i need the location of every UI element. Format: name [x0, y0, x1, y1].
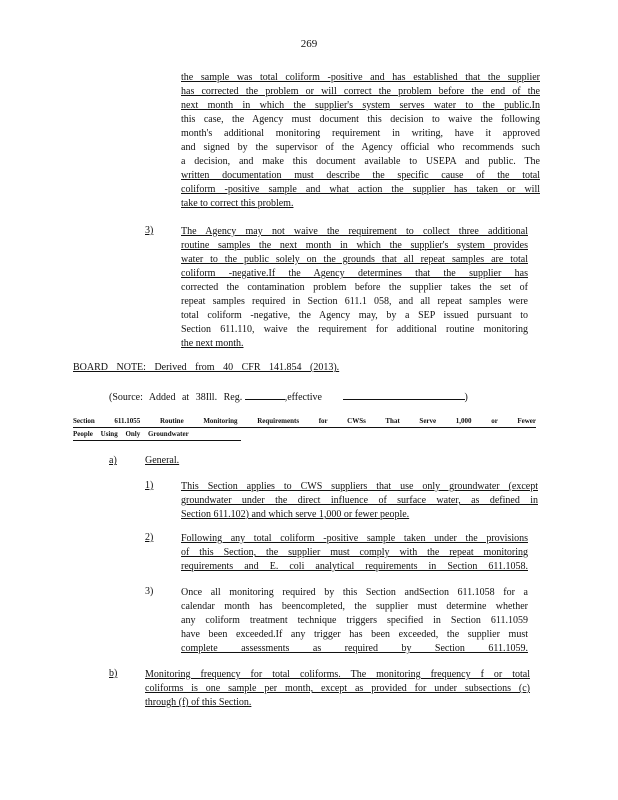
- paragraph-line: Once all monitoring required by this Section andSection 611.1058 for a: [181, 587, 528, 598]
- register-blank: [245, 389, 285, 400]
- paragraph-line: the next month.: [181, 338, 244, 349]
- source-line: [109, 389, 509, 405]
- page-number: 269: [300, 38, 318, 50]
- section-heading-line: People Using Only Groundwater: [73, 428, 241, 441]
- paragraph-line: have been exceeded.If any trigger has been exceeded, the supplier must: [181, 629, 528, 640]
- paragraph-line: repeat samples required in Section 611.1 058, and all repeat samples were: [181, 296, 528, 307]
- paragraph-line: water to the public solely on the grounds that all repeat samples are total: [181, 254, 528, 265]
- paragraph-line: corrected the contamination problem before the supplier takes the set of: [181, 282, 528, 293]
- paragraph-line: coliform -negative.If the Agency determines that the supplier has: [181, 268, 528, 279]
- subsection-label: b): [109, 668, 118, 679]
- paragraph-line: has corrected the problem or will correct the problem before the end of the: [181, 86, 540, 97]
- subsection-label: a): [109, 455, 117, 466]
- paragraph-line: Following any total coliform -positive sample taken under the provisions: [181, 533, 528, 544]
- paragraph-line: groundwater under the direct influence of surface water, as defined in: [181, 495, 538, 506]
- effective-date-blank: [343, 389, 465, 400]
- subsection-title: General.: [145, 455, 180, 466]
- paragraph-line: requirements and E. coli analytical requirements in Section 611.1058.: [181, 561, 528, 572]
- paragraph-line: and signed by the supervisor of the Agency official who recommends such: [181, 142, 540, 153]
- item-number: 3): [145, 586, 154, 597]
- board-note: BOARD NOTE: Derived from 40 CFR 141.854 (2013).: [73, 362, 340, 373]
- paragraph-line: a decision, and make this document available to USEPA and public. The: [181, 156, 540, 167]
- item-number: 2): [145, 532, 154, 543]
- source-suffix: ): [464, 392, 468, 403]
- source-prefix: (Source: Added at 38Ill. Reg.: [109, 392, 243, 403]
- item-3-paragraph: [181, 225, 528, 351]
- paragraph-line: through (f) of this Section.: [145, 697, 252, 708]
- item-a3-paragraph: [181, 586, 528, 656]
- item-a2-paragraph: [181, 532, 528, 574]
- subsection-b-paragraph: [145, 668, 530, 710]
- paragraph-line: total coliform -negative, the Agency may, by a SEP issued pursuant to: [181, 310, 528, 321]
- item-number: 3): [145, 225, 154, 236]
- source-middle: ,effective: [284, 392, 322, 403]
- paragraph-line: next month in which the supplier's system serves water to the public.In: [181, 100, 540, 111]
- paragraph-line: This Section applies to CWS suppliers that use only groundwater (except: [181, 481, 538, 492]
- paragraph-line: calendar month has beencompleted, the supplier must determine whether: [181, 601, 528, 612]
- section-heading-line: Section 611.1055 Routine Monitoring Requirements for CWSs That Serve 1,000 or Fewer: [73, 415, 536, 428]
- paragraph-line: any coliform treatment technique triggers specified in Section 611.1059: [181, 615, 528, 626]
- paragraph-line: of this Section, the supplier must comply with the repeat monitoring: [181, 547, 528, 558]
- continuation-paragraph: [181, 71, 540, 211]
- paragraph-line: Monitoring frequency for total coliforms. The monitoring frequency f or total: [145, 669, 530, 680]
- paragraph-line: this case, the Agency must document this decision to waive the following: [181, 114, 540, 125]
- paragraph-line: coliforms is one sample per month, except as provided for under subsections (c): [145, 683, 530, 694]
- item-number: 1): [145, 480, 154, 491]
- item-a1-paragraph: [181, 480, 538, 522]
- paragraph-line: take to correct this problem.: [181, 198, 294, 209]
- paragraph-line: Section 611.102) and which serve 1,000 or fewer people.: [181, 509, 410, 520]
- paragraph-line: The Agency may not waive the requirement to collect three additional: [181, 226, 528, 237]
- paragraph-line: Section 611.110, waive the requirement for additional routine monitoring: [181, 324, 528, 335]
- paragraph-line: the sample was total coliform -positive and has established that the supplier: [181, 72, 540, 83]
- paragraph-line: month's additional monitoring requirement in writing, have it approved: [181, 128, 540, 139]
- paragraph-line: routine samples the next month in which the supplier's system provides: [181, 240, 528, 251]
- paragraph-line: complete assessments as required by Section 611.1059.: [181, 643, 528, 654]
- paragraph-line: coliform -positive sample and what action the supplier has taken or will: [181, 184, 540, 195]
- section-heading: [73, 415, 536, 441]
- paragraph-line: written documentation must describe the specific cause of the total: [181, 170, 540, 181]
